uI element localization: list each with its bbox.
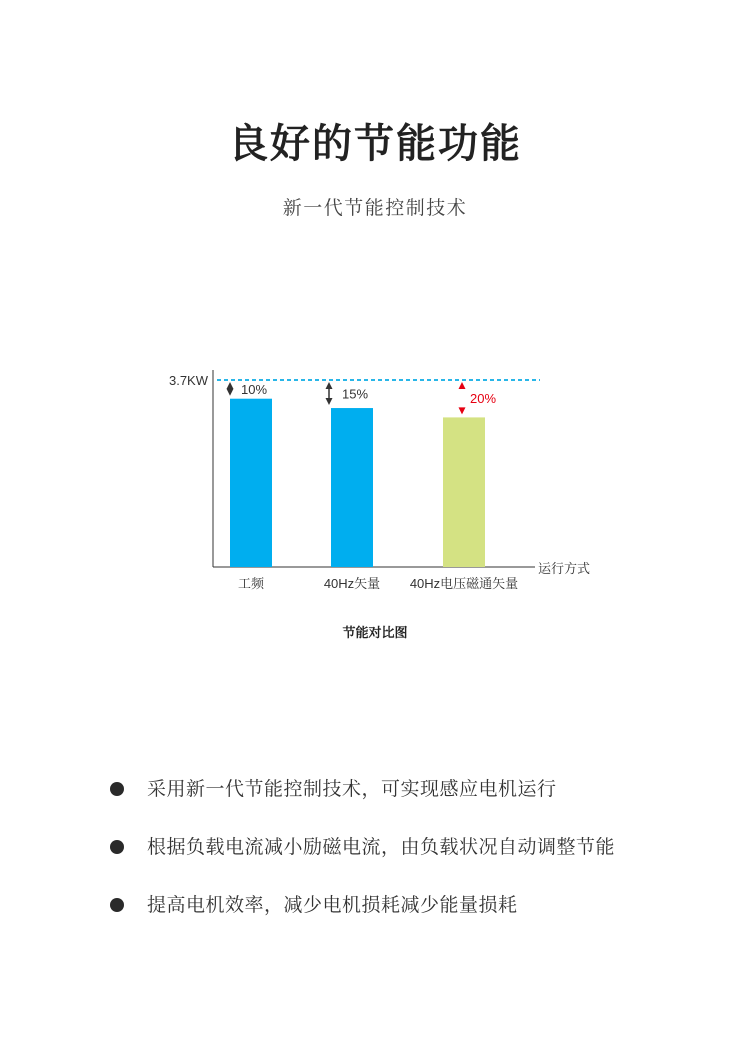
bar <box>443 417 485 567</box>
bar <box>331 408 373 567</box>
page-title: 良好的节能功能 <box>228 121 522 167</box>
bullet-dot-icon <box>110 840 124 854</box>
savings-arrow-down-icon <box>459 407 466 414</box>
savings-arrow-up-icon <box>227 382 234 389</box>
savings-label: 15% <box>342 386 369 402</box>
reference-line-label: 3.7KW <box>168 373 208 388</box>
bar <box>230 399 272 567</box>
savings-label: 10% <box>241 381 268 397</box>
page-subtitle: 新一代节能控制技术 <box>282 197 468 219</box>
x-axis-label: 运行方式 <box>538 561 591 576</box>
x-tick-label: 40Hz电压磁通矢量 <box>409 576 519 591</box>
bullet-dot-icon <box>110 782 124 796</box>
x-tick-label: 工频 <box>237 576 265 591</box>
x-tick-label: 40Hz矢量 <box>323 576 381 591</box>
feature-text: 提高电机效率，减少电机损耗减少能量损耗 <box>147 894 518 916</box>
chart-caption: 节能对比图 <box>342 626 408 641</box>
feature-item <box>110 830 730 888</box>
savings-arrow-down-icon <box>227 389 234 396</box>
savings-label: 20% <box>470 391 497 407</box>
feature-item <box>110 772 730 830</box>
feature-list <box>110 772 730 946</box>
savings-arrow-down-icon <box>326 398 333 405</box>
savings-arrow-up-icon <box>459 382 466 389</box>
feature-item <box>110 888 730 946</box>
savings-arrow-up-icon <box>326 382 333 389</box>
feature-text: 根据负载电流减小励磁电流，由负载状况自动调整节能 <box>147 836 616 858</box>
feature-text: 采用新一代节能控制技术，可实现感应电机运行 <box>147 778 557 800</box>
energy-saving-bar-chart <box>140 360 610 610</box>
bullet-dot-icon <box>110 898 124 912</box>
